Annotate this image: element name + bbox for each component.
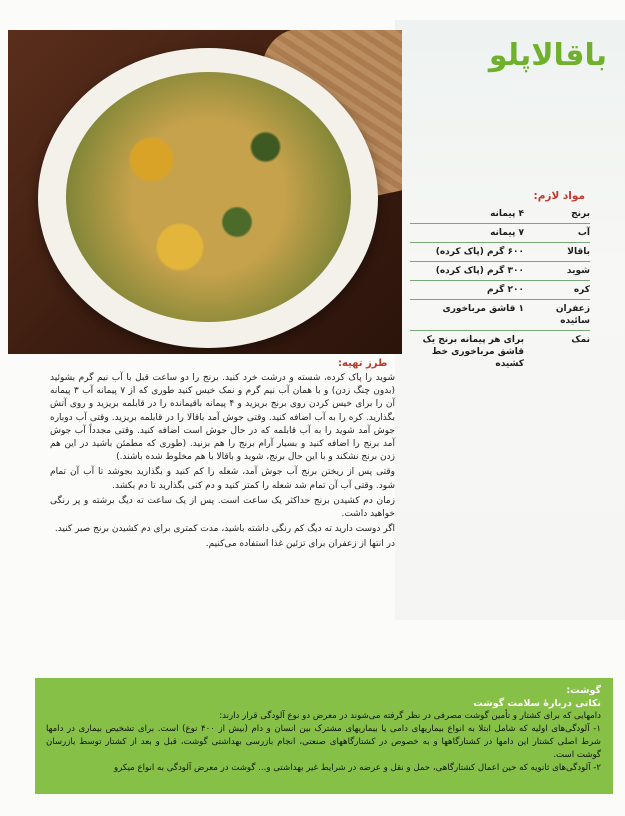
meat-info-box	[35, 678, 613, 794]
preparation-heading: طرز تهیه:	[338, 358, 388, 369]
rice-dish-graphic	[66, 72, 351, 322]
info-box-point: ۱- آلودگی‌های اولیه که شامل ابتلا به انواع بیماریهای دامی یا بیماریهای مشترک بین انسان و دام (بیش از ۴۰۰ نوع) است. برای تشخیص بیماری در دامها شرط اصلی کشتار این دامها در کشتارگاهها و به خصوص در کشتارگاههای صنعتی، انجام بازرسی بهداشتی گوشت، قبل و بعد از کشتار توسط بازرسان گوشت است.	[46, 724, 601, 760]
ingredient-amount: ۲۰۰ گرم	[486, 285, 524, 295]
info-box-heading: گوشت:	[566, 685, 601, 696]
ingredients-list	[410, 205, 590, 373]
dish-photo	[8, 30, 402, 354]
ingredient-name: باقالا	[567, 247, 590, 257]
ingredient-amount: برای هر پیمانه برنج یک قاشق مرباخوری خط کشیده	[422, 335, 524, 369]
ingredient-name: کره	[573, 285, 590, 295]
preparation-text	[50, 372, 395, 554]
prep-paragraph: زمان دم کشیدن برنج حداکثر یک ساعت است. پس از یک ساعت ته دیگ برشته و پر رنگی خواهید داشت.	[50, 495, 395, 520]
ingredient-name: زعفران سائیده	[555, 304, 590, 326]
ingredient-name: آب	[577, 228, 590, 238]
ingredient-name: شوید	[566, 266, 590, 276]
prep-paragraph: شوید را پاک کرده، شسته و درشت خرد کنید. برنج را دو ساعت قبل با آب نیم گرم بشوئید (بدون چنگ زدن) و با همان آب نیم گرم و نمک خیس کنید طوری که از ۷ پیمانه آب ۳ پیمانه آن را برای خیس کردن روی برنج بریزید و ۴ پیمانه باقیمانده را در قابلمه بریزید و روی آتش بگذارید. کره را به آب اضافه کنید. وقتی جوش آمد باقالا را در قابلمه بریزید. وقتی آب دوباره جوش آمد شوید را به آب قابلمه که در حال جوش است اضافه کنید. وقتی مجدداً آب جوش آمد برنج را اضافه کنید و بسیار آرام برنج را هم بزنید. (طوری که مطمئن باشید در این هم زدن برنج نشکند و با این حال برنج، شوید و باقالا با هم مخلوط شده باشند.)	[50, 373, 395, 463]
prep-paragraph: در انتها از زعفران برای تزئین غذا استفاده می‌کنیم.	[205, 539, 395, 550]
recipe-title: باقالاپلو	[488, 38, 607, 73]
ingredient-row	[410, 262, 590, 281]
ingredient-amount: ۳۰۰ گرم (پاک کرده)	[435, 266, 524, 276]
ingredient-row	[410, 281, 590, 300]
ingredient-name: برنج	[571, 209, 590, 219]
info-box-subheading: نکاتی دربارهٔ سلامت گوشت	[473, 698, 601, 709]
ingredient-row	[410, 224, 590, 243]
ingredient-amount: ۷ پیمانه	[490, 228, 524, 238]
ingredient-row	[410, 300, 590, 331]
ingredient-row	[410, 243, 590, 262]
ingredient-row	[410, 205, 590, 224]
ingredients-heading: مواد لازم:	[533, 190, 585, 202]
ingredient-row	[410, 331, 590, 373]
ingredient-amount: ۴ پیمانه	[490, 209, 524, 219]
info-box-intro: دامهایی که برای کشتار و تأمین گوشت مصرفی در نظر گرفته می‌شوند در معرض دو نوع آلودگی قرار دارند:	[219, 711, 601, 721]
info-box-content	[46, 684, 601, 775]
ingredient-amount: ۶۰۰ گرم (پاک کرده)	[435, 247, 524, 257]
prep-paragraph: وقتی پس از ریختن برنج آب جوش آمد، شعله را کم کنید و بگذارید بجوشد تا آب آن تمام شود. وقتی آب آن تمام شد شعله را کمتر کنید و دم کنی بگذارید تا دم بکشد.	[50, 467, 395, 491]
ingredient-amount: ۱ قاشق مرباخوری	[442, 304, 524, 314]
ingredient-name: نمک	[571, 335, 590, 345]
info-box-point: ۲- آلودگی‌های ثانویه که حین اعمال کشتارگاهی، حمل و نقل و عرضه در شرایط غیر بهداشتی و... گوشت در معرض آلودگی به انواع میکرو	[113, 763, 601, 773]
prep-paragraph: اگر دوست دارید ته دیگ کم رنگی داشته باشید، مدت کمتری برای دم کشیدن برنج صبر کنید.	[54, 524, 395, 535]
